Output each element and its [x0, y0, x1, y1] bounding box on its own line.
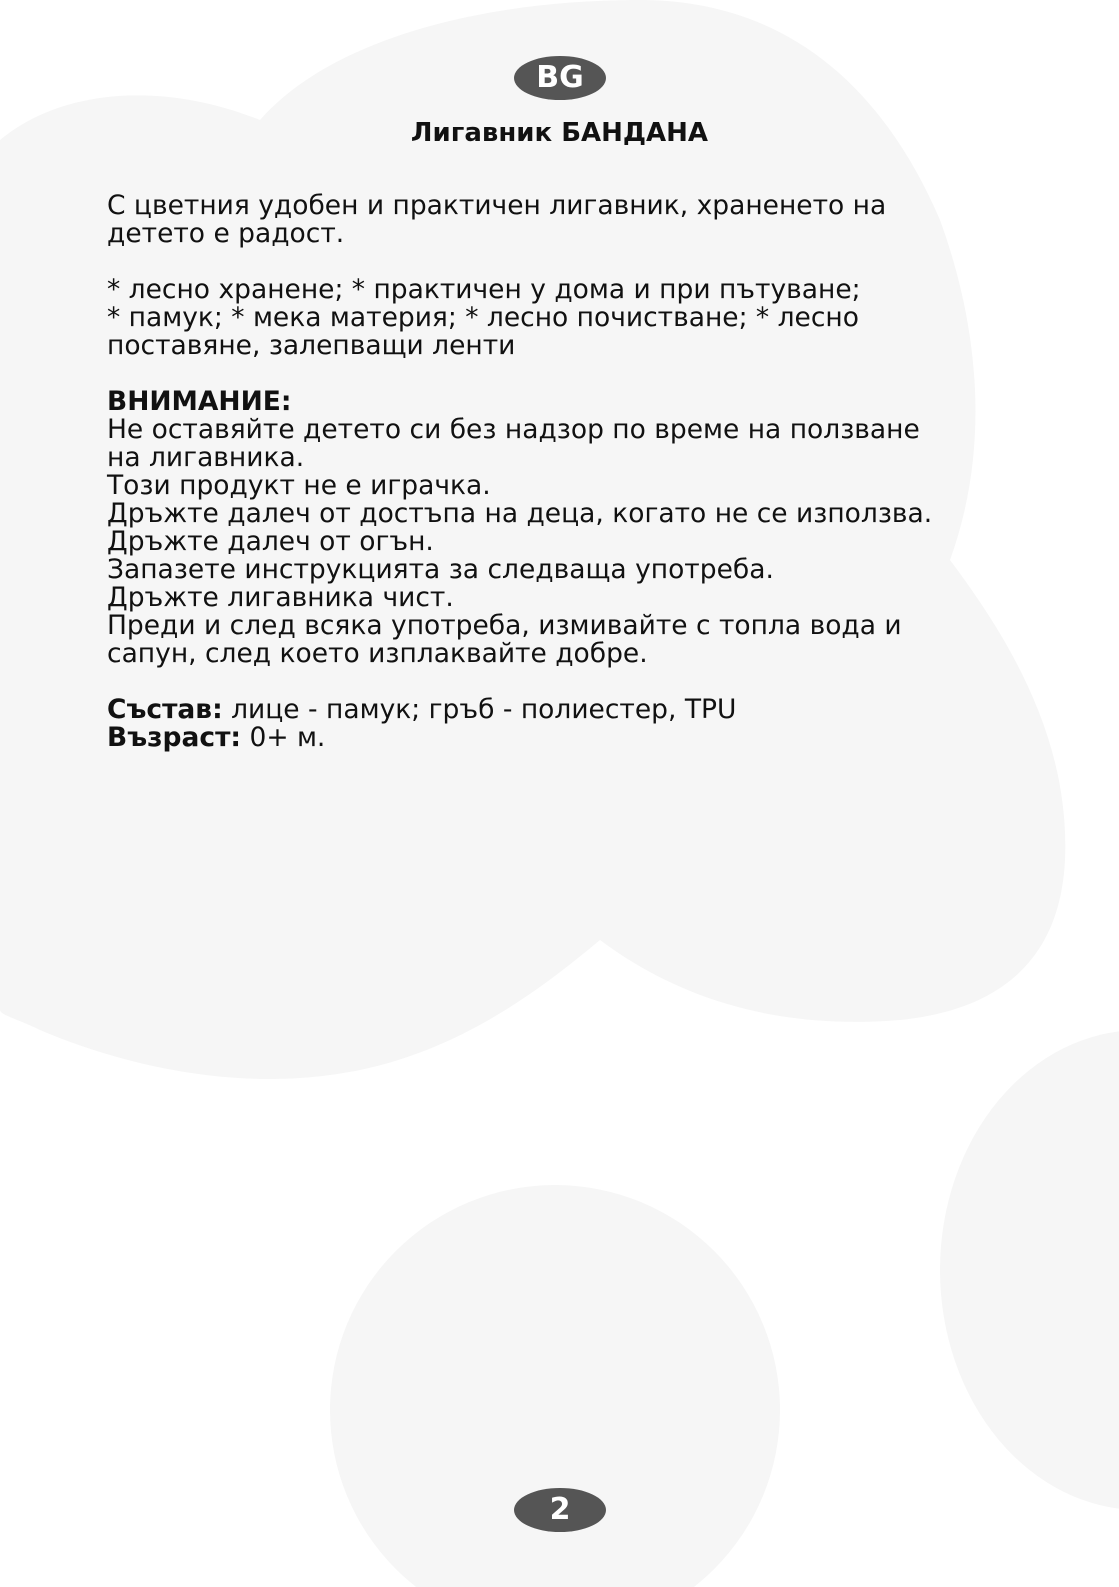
page-number-badge: 2: [514, 1488, 606, 1532]
composition-label: Състав:: [107, 694, 223, 725]
warning-line: Този продукт не е играчка.: [107, 470, 491, 501]
age-value: 0+ м.: [241, 722, 326, 753]
composition-line: [107, 696, 1007, 724]
warning-line: Дръжте далеч от огън.: [107, 526, 434, 557]
composition-value: лице - памук; гръб - полиестер, TPU: [222, 694, 737, 725]
warning-line: Преди и след всяка употреба, измивайте с топла вода и: [107, 610, 902, 641]
warning-line: сапун, след което изплаквайте добре.: [107, 638, 648, 669]
warning-line: Дръжте далеч от достъпа на деца, когато не се използва.: [107, 498, 933, 529]
document-body: [107, 192, 1007, 752]
features-line-1: * лесно хранене; * практичен у дома и при пътуване;: [107, 274, 861, 305]
warning-line: Запазете инструкцията за следваща употреба.: [107, 554, 774, 585]
background-circle-right: [940, 1030, 1119, 1510]
intro-line-1: С цветния удобен и практичен лигавник, храненето на: [107, 190, 887, 221]
paragraph-gap: [107, 668, 1007, 696]
warning-line: на лигавника.: [107, 442, 305, 473]
warning-heading: ВНИМАНИЕ:: [107, 386, 292, 417]
intro-line-2: детето е радост.: [107, 218, 345, 249]
language-badge: BG: [514, 56, 606, 100]
paragraph-gap: [107, 248, 1007, 276]
warning-line: Дръжте лигавника чист.: [107, 582, 454, 613]
features-line-3: поставяне, залепващи ленти: [107, 330, 516, 361]
document-title: Лигавник БАНДАНА: [410, 118, 709, 148]
paragraph-gap: [107, 360, 1007, 388]
features-line-2: * памук; * мека материя; * лесно почистване; * лесно: [107, 302, 859, 333]
age-label: Възраст:: [107, 722, 242, 753]
age-line: [107, 724, 1007, 752]
warning-line: Не оставяйте детето си без надзор по време на ползване: [107, 414, 920, 445]
